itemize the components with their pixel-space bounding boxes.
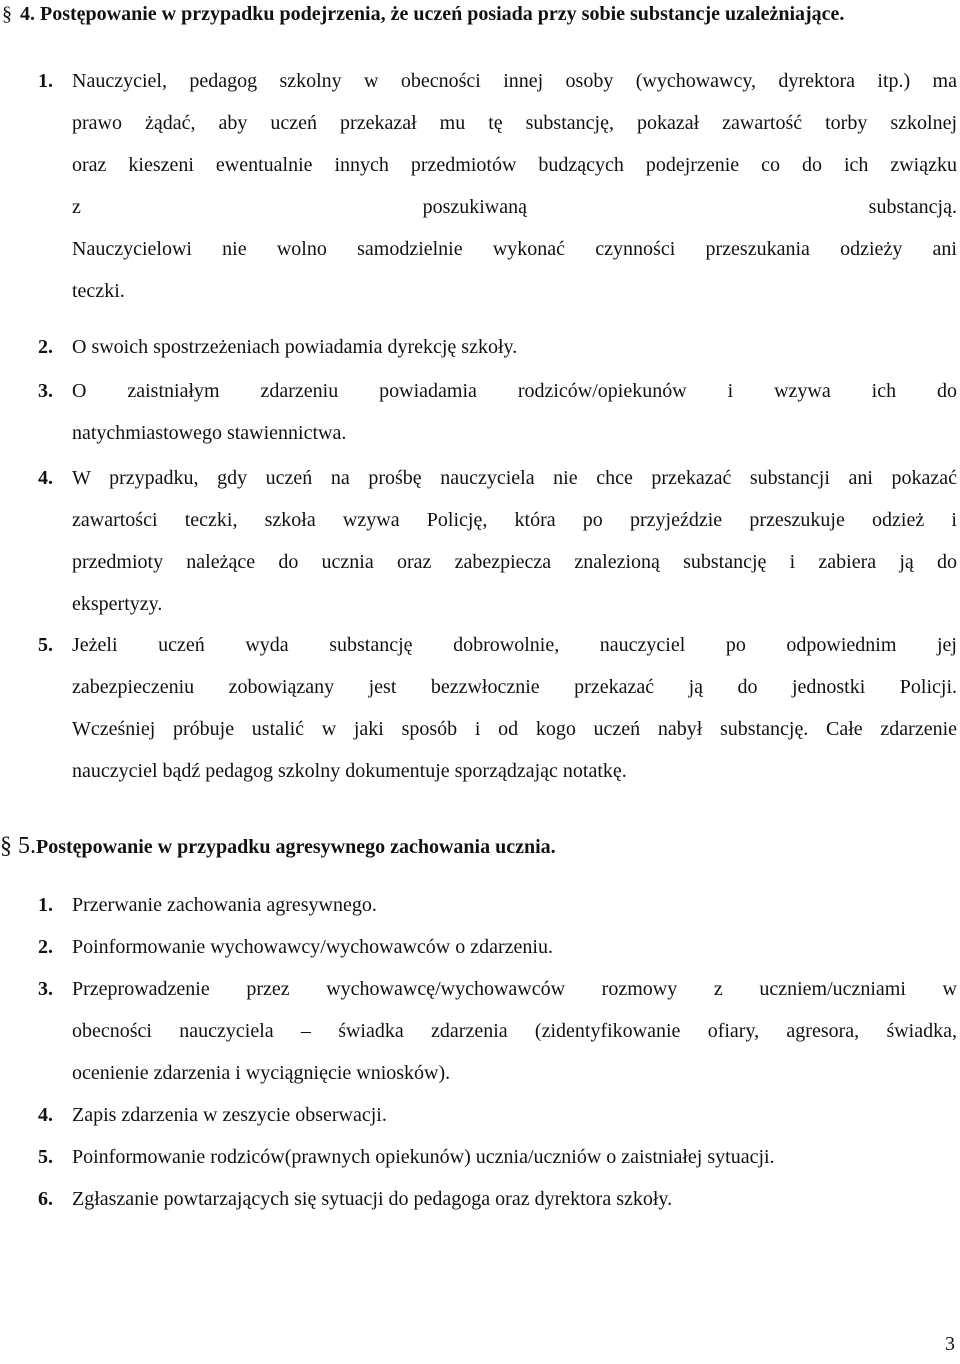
s4-item-2 (38, 326, 957, 368)
s4-item-4-text (72, 457, 957, 625)
section-sign: § (0, 833, 12, 859)
s4-item-3-line-1: O zaistniałym zdarzeniu powiadamia rodziców/opiekunów i wzywa ich do (72, 380, 957, 402)
s5-item-2-number: 2. (38, 936, 53, 958)
s4-item-1 (38, 60, 957, 312)
section-5-number: 5. (18, 833, 36, 859)
s4-item-1-line-3: oraz kieszeni ewentualnie innych przedmiotów budzących podejrzenie co do ich związku (72, 154, 957, 176)
s4-item-3-line-2: natychmiastowego stawiennictwa. (72, 422, 347, 444)
s4-item-5-line-3: Wcześniej próbuje ustalić w jaki sposób i od kogo uczeń nabył substancję. Całe zdarzenie (72, 718, 957, 740)
s4-item-1-text (72, 60, 957, 312)
s4-item-5 (38, 624, 957, 792)
s5-item-1-line-1: Przerwanie zachowania agresywnego. (72, 894, 377, 916)
s4-item-4-number: 4. (38, 467, 53, 489)
s5-item-6-line-1: Zgłaszanie powtarzających się sytuacji do pedagoga oraz dyrektora szkoły. (72, 1188, 673, 1210)
s5-item-6-number: 6. (38, 1188, 53, 1210)
s4-item-5-text (72, 624, 957, 792)
s4-item-1-line-5: Nauczycielowi nie wolno samodzielnie wykonać czynności przeszukania odzieży ani (72, 238, 957, 260)
s4-item-1-line-1: Nauczyciel, pedagog szkolny w obecności innej osoby (wychowawcy, dyrektora itp.) ma (72, 70, 957, 92)
s5-item-6-text (72, 1178, 957, 1220)
s5-item-4-text (72, 1094, 957, 1136)
section-4-heading (2, 0, 954, 28)
s4-item-5-number: 5. (38, 634, 53, 656)
s4-item-3-text (72, 370, 957, 454)
section-4-title: 4. Postępowanie w przypadku podejrzenia, że uczeń posiada przy sobie substancje uzależniające. (20, 3, 845, 25)
s4-item-4-line-1: W przypadku, gdy uczeń na prośbę nauczyciela nie chce przekazać substancji ani pokazać (72, 467, 957, 489)
s4-item-1-line-6: teczki. (72, 280, 125, 302)
s5-item-1-number: 1. (38, 894, 53, 916)
s4-item-4-line-2: zawartości teczki, szkoła wzywa Policję, która po przyjeździe przeszukuje odzież i (72, 509, 957, 531)
s4-item-1-line-2: prawo żądać, aby uczeń przekazał mu tę substancję, pokazał zawartość torby szkolnej (72, 112, 957, 134)
s4-item-4 (38, 457, 957, 625)
s5-item-5-line-1: Poinformowanie rodziców(prawnych opiekunów) ucznia/uczniów o zaistniałej sytuacji. (72, 1146, 775, 1168)
s5-item-4-line-1: Zapis zdarzenia w zeszycie obserwacji. (72, 1104, 387, 1126)
s4-item-4-line-3: przedmioty należące do ucznia oraz zabezpiecza znalezioną substancję i zabiera ją do (72, 551, 957, 573)
s5-item-5 (38, 1136, 957, 1178)
s5-item-3-line-1: Przeprowadzenie przez wychowawcę/wychowawców rozmowy z uczniem/uczniami w (72, 978, 957, 1000)
s4-item-3 (38, 370, 957, 454)
page-number: 3 (945, 1333, 955, 1355)
section-5-heading (0, 832, 954, 861)
s4-item-2-line-1: O swoich spostrzeżeniach powiadamia dyrekcję szkoły. (72, 336, 518, 358)
s4-item-5-line-2: zabezpieczeniu zobowiązany jest bezzwłocznie przekazać ją do jednostki Policji. (72, 676, 957, 698)
s5-item-1-text (72, 884, 957, 926)
s4-item-5-line-1: Jeżeli uczeń wyda substancję dobrowolnie, nauczyciel po odpowiednim jej (72, 634, 957, 656)
s5-item-6 (38, 1178, 957, 1220)
s5-item-5-text (72, 1136, 957, 1178)
s5-item-3-text (72, 968, 957, 1094)
s5-item-4 (38, 1094, 957, 1136)
s4-item-1-line-4: z poszukiwaną substancją. (72, 196, 957, 218)
s5-item-2-line-1: Poinformowanie wychowawcy/wychowawców o zdarzeniu. (72, 936, 553, 958)
section-sign: § (2, 3, 12, 25)
s5-item-3-number: 3. (38, 978, 53, 1000)
s5-item-2 (38, 926, 957, 968)
s4-item-1-number: 1. (38, 70, 53, 92)
s4-item-2-number: 2. (38, 336, 53, 358)
s5-item-1 (38, 884, 957, 926)
section-5-title: Postępowanie w przypadku agresywnego zachowania ucznia. (36, 836, 556, 858)
s5-item-3-line-2: obecności nauczyciela – świadka zdarzenia (zidentyfikowanie ofiary, agresora, świadka, (72, 1020, 957, 1042)
s5-item-3-line-3: ocenienie zdarzenia i wyciągnięcie wniosków). (72, 1062, 451, 1084)
s4-item-4-line-4: ekspertyzy. (72, 593, 163, 615)
s5-item-5-number: 5. (38, 1146, 53, 1168)
s5-item-4-number: 4. (38, 1104, 53, 1126)
s5-item-2-text (72, 926, 957, 968)
section-4-heading-text (2, 0, 954, 28)
s4-item-5-line-4: nauczyciel bądź pedagog szkolny dokumentuje sporządzając notatkę. (72, 760, 627, 782)
s4-item-3-number: 3. (38, 380, 53, 402)
s4-item-2-text (72, 326, 957, 368)
s5-item-3 (38, 968, 957, 1094)
